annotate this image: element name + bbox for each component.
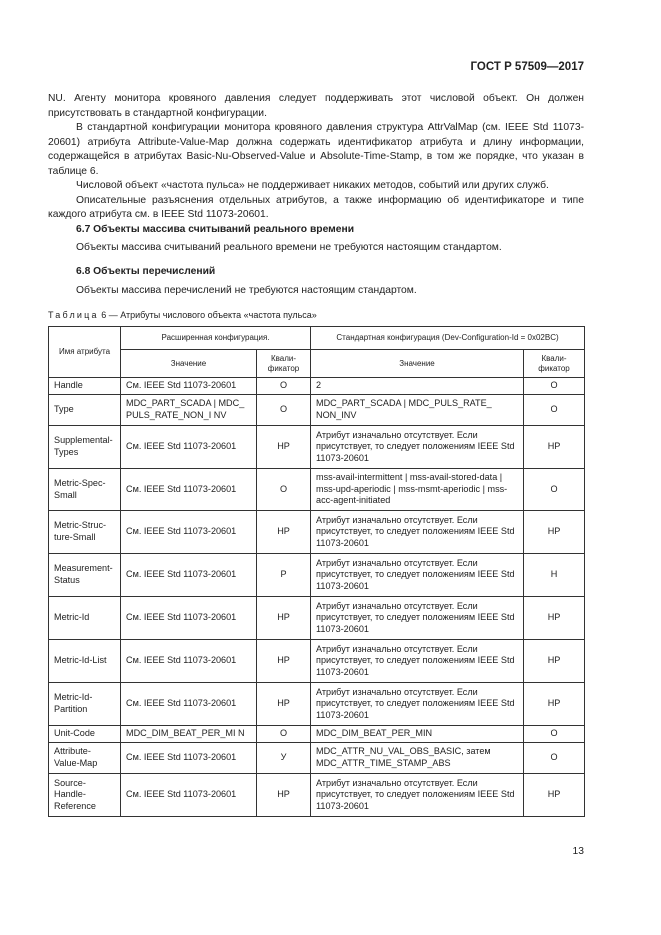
cell-ext-qualifier: НР [257, 774, 311, 817]
cell-ext-value: MDC_DIM_BEAT_PER_MI N [121, 726, 257, 743]
cell-std-qualifier: О [524, 395, 585, 426]
table-row [49, 683, 585, 726]
cell-std-qualifier: Н [524, 554, 585, 597]
cell-std-qualifier: О [524, 743, 585, 774]
cell-ext-qualifier: О [257, 469, 311, 511]
header-qualifier: Квали- фикатор [257, 350, 311, 378]
cell-attr-name: Metric-Spec- Small [49, 469, 121, 511]
cell-std-value: 2 [311, 378, 524, 395]
table-row [49, 726, 585, 743]
cell-ext-value: См. IEEE Std 11073-20601 [121, 683, 257, 726]
cell-std-qualifier: НР [524, 511, 585, 554]
table-row [49, 640, 585, 683]
paragraph: Описательные разъяснения отдельных атрибутов, а также информацию об идентификаторе и типе каждого атрибута см. в IEEE Std 11073-20601. [48, 194, 584, 220]
cell-std-value: MDC_DIM_BEAT_PER_MIN [311, 726, 524, 743]
table-row [49, 774, 585, 817]
body-text [48, 92, 584, 223]
cell-std-qualifier: НР [524, 640, 585, 683]
cell-ext-qualifier: НР [257, 683, 311, 726]
cell-attr-name: Type [49, 395, 121, 426]
table-row [49, 426, 585, 469]
cell-ext-qualifier: О [257, 726, 311, 743]
cell-std-qualifier: О [524, 726, 585, 743]
paragraph: Числовой объект «частота пульса» не поддерживает никаких методов, событий или других служб. [76, 180, 549, 191]
cell-ext-qualifier: О [257, 395, 311, 426]
cell-ext-value: См. IEEE Std 11073-20601 [121, 640, 257, 683]
header-value: Значение [311, 350, 524, 378]
table-row [49, 743, 585, 774]
page-number: 13 [572, 846, 584, 857]
cell-std-value: mss-avail-intermittent | mss-avail-stored-data | mss-upd-aperiodic | mss-msmt-aperiodic | mss-acc-agent-initiated [311, 469, 524, 511]
table-row [49, 378, 585, 395]
cell-ext-qualifier: НР [257, 426, 311, 469]
cell-attr-name: Supplemental- Types [49, 426, 121, 469]
paragraph: NU. Агенту монитора кровяного давления следует поддерживать этот числовой объект. Он должен присутствовать в стандартной конфигурации. [48, 93, 584, 119]
cell-attr-name: Unit-Code [49, 726, 121, 743]
cell-ext-qualifier: НР [257, 597, 311, 640]
cell-std-value: Атрибут изначально отсутствует. Если присутствует, то следует положениям IEEE Std 11073-20601 [311, 640, 524, 683]
section-heading-6-8: 6.8 Объекты перечислений [76, 266, 216, 277]
cell-ext-qualifier: О [257, 378, 311, 395]
cell-std-value: Атрибут изначально отсутствует. Если присутствует, то следует положениям IEEE Std 11073-20601 [311, 683, 524, 726]
cell-std-value: Атрибут изначально отсутствует. Если присутствует, то следует положениям IEEE Std 11073-20601 [311, 511, 524, 554]
cell-attr-name: Metric-Id- Partition [49, 683, 121, 726]
paragraph: В стандартной конфигурации монитора кровяного давления структура AttrValMap (см. IEEE Std 11073-20601) атрибута Attribute-Value-Map должна содержать идентификатор атрибута и длину информации, содержащейся в атрибутах Basic-Nu-Observed-Value и Absolute-Time-Stamp, в том же порядке, что указан в таблице 6. [48, 122, 584, 177]
header-attr-name: Имя атрибута [49, 327, 121, 378]
table-row [49, 554, 585, 597]
cell-attr-name: Attribute- Value-Map [49, 743, 121, 774]
cell-std-value: Атрибут изначально отсутствует. Если присутствует, то следует положениям IEEE Std 11073-20601 [311, 774, 524, 817]
cell-ext-qualifier: Р [257, 554, 311, 597]
cell-std-qualifier: НР [524, 597, 585, 640]
cell-std-qualifier: О [524, 469, 585, 511]
cell-ext-value: См. IEEE Std 11073-20601 [121, 378, 257, 395]
cell-ext-qualifier: НР [257, 640, 311, 683]
cell-ext-value: См. IEEE Std 11073-20601 [121, 554, 257, 597]
cell-ext-value: См. IEEE Std 11073-20601 [121, 774, 257, 817]
cell-ext-qualifier: НР [257, 511, 311, 554]
cell-std-value: Атрибут изначально отсутствует. Если присутствует, то следует положениям IEEE Std 11073-20601 [311, 597, 524, 640]
header-extended-config: Расширенная конфигурация. [121, 327, 311, 350]
table-row [49, 469, 585, 511]
header-standard-config: Стандартная конфигурация (Dev-Configuration-Id = 0x02BC) [311, 327, 585, 350]
table-caption-prefix: Таблица [48, 310, 99, 320]
document-id: ГОСТ Р 57509—2017 [470, 61, 584, 73]
paragraph: Объекты массива перечислений не требуются настоящим стандартом. [76, 285, 417, 296]
cell-ext-value: См. IEEE Std 11073-20601 [121, 469, 257, 511]
cell-std-qualifier: НР [524, 774, 585, 817]
cell-attr-name: Source- Handle- Reference [49, 774, 121, 817]
table-row [49, 395, 585, 426]
cell-attr-name: Metric-Id [49, 597, 121, 640]
section-heading-6-7: 6.7 Объекты массива считываний реального времени [76, 224, 355, 235]
cell-std-qualifier: НР [524, 683, 585, 726]
table-caption [48, 310, 317, 320]
cell-attr-name: Metric-Id-List [49, 640, 121, 683]
cell-std-value: Атрибут изначально отсутствует. Если присутствует, то следует положениям IEEE Std 11073-20601 [311, 554, 524, 597]
paragraph: Объекты массива считываний реального времени не требуются настоящим стандартом. [76, 242, 502, 253]
cell-std-qualifier: О [524, 378, 585, 395]
cell-ext-value: См. IEEE Std 11073-20601 [121, 743, 257, 774]
table-caption-text: 6 — Атрибуты числового объекта «частота пульса» [98, 310, 317, 320]
cell-std-qualifier: НР [524, 426, 585, 469]
cell-attr-name: Metric-Struc- ture-Small [49, 511, 121, 554]
header-qualifier: Квали- фикатор [524, 350, 585, 378]
cell-std-value: MDC_PART_SCADA | MDC_PULS_RATE_ NON_INV [311, 395, 524, 426]
cell-attr-name: Measurement- Status [49, 554, 121, 597]
cell-attr-name: Handle [49, 378, 121, 395]
cell-ext-value: См. IEEE Std 11073-20601 [121, 511, 257, 554]
cell-std-value: Атрибут изначально отсутствует. Если присутствует, то следует положениям IEEE Std 11073-20601 [311, 426, 524, 469]
cell-ext-value: См. IEEE Std 11073-20601 [121, 597, 257, 640]
table-row [49, 597, 585, 640]
header-value: Значение [121, 350, 257, 378]
cell-ext-value: MDC_PART_SCADA | MDC_ PULS_RATE_NON_I NV [121, 395, 257, 426]
cell-ext-value: См. IEEE Std 11073-20601 [121, 426, 257, 469]
cell-std-value: MDC_ATTR_NU_VAL_OBS_BASIC, затем MDC_ATTR_TIME_STAMP_ABS [311, 743, 524, 774]
table-row [49, 511, 585, 554]
attributes-table [48, 326, 585, 817]
cell-ext-qualifier: У [257, 743, 311, 774]
